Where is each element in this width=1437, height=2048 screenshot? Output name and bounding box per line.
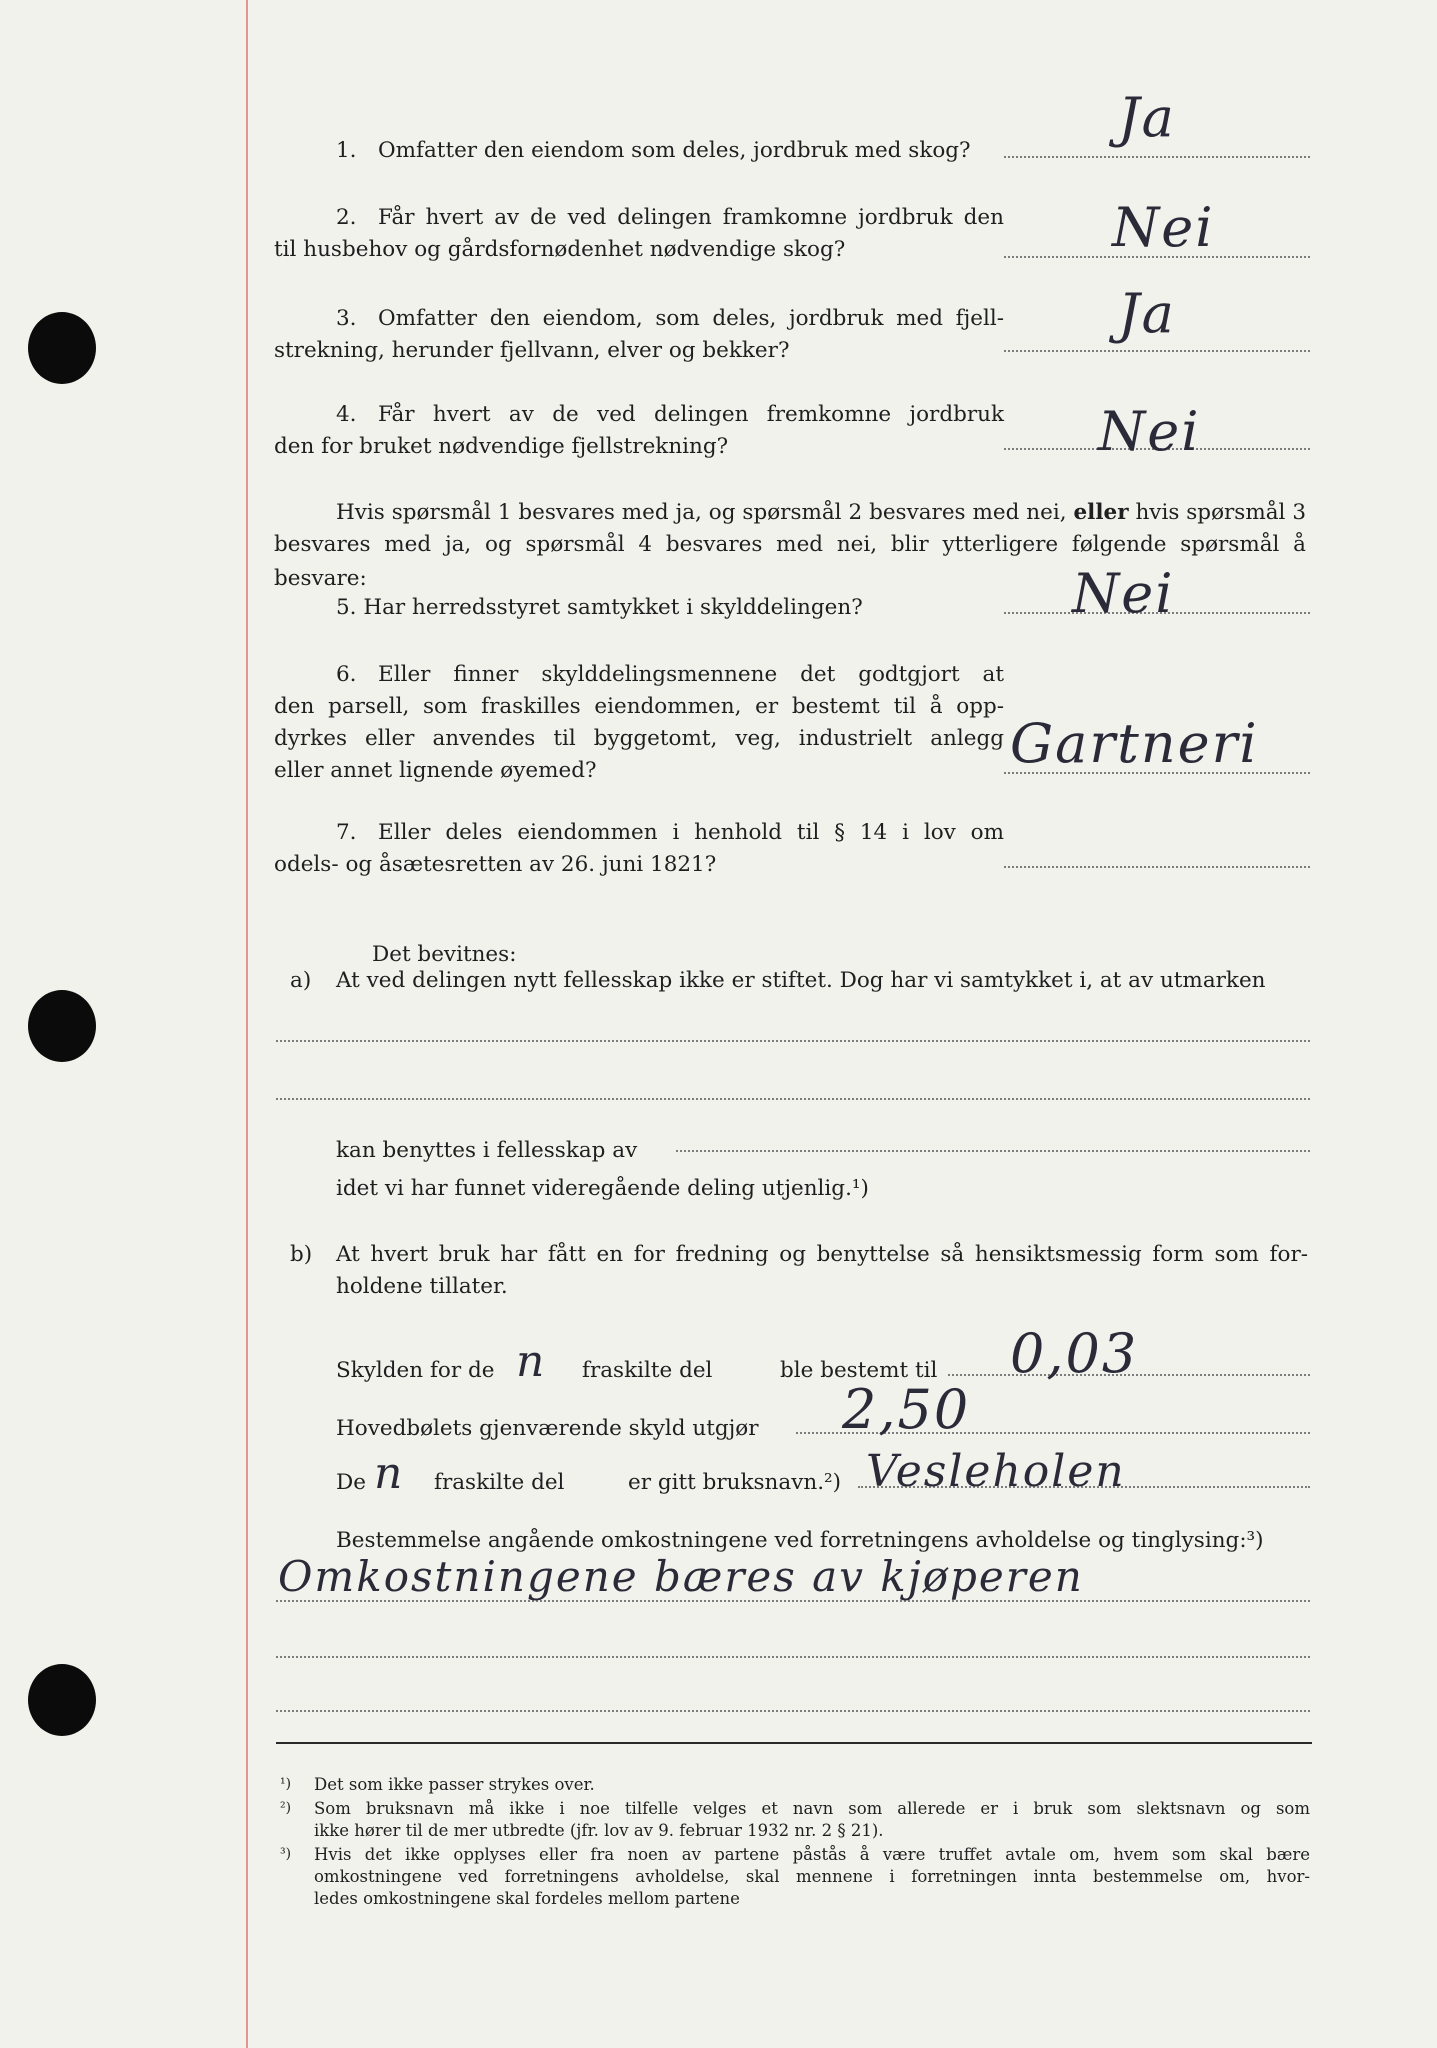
answer-5: Nei: [1072, 562, 1175, 625]
fill-line: [276, 1098, 1310, 1100]
answer-6: Gartneri: [1010, 712, 1259, 775]
attest-b-text: At hvert bruk har fått en for fredning og benyttelse så hensiktsmessig form som for-: [336, 1242, 1308, 1267]
answer-line-3: [1004, 350, 1310, 352]
footnote-text: ledes omkostningene skal fordeles mellom partene: [314, 1889, 740, 1908]
punch-hole: [28, 1664, 96, 1736]
question-3-line: strekning, herunder fjellvann, elver og bekker?: [274, 338, 790, 363]
question-5-line: 5. Har herredsstyret samtykket i skylddelingen?: [336, 595, 863, 620]
remaining-value: 2,50: [842, 1378, 971, 1441]
punch-hole: [28, 312, 96, 384]
question-6-line: dyrkes eller anvendes til byggetomt, veg, industrielt anlegg: [274, 726, 1004, 751]
fill-line: [276, 1710, 1310, 1712]
skyld-label-prefix: Skylden for de: [336, 1358, 495, 1383]
instruction-line: Hvis spørsmål 1 besvares med ja, og spørsmål 2 besvares med nei, eller hvis spørsmål 3: [336, 500, 1306, 525]
remaining-label: Hovedbølets gjenværende skyld utgjør: [336, 1416, 759, 1441]
footnote-text: Hvis det ikke opplyses eller fra noen av partene påstås å være truffet avtale om, hvem som skal bære: [314, 1845, 1310, 1864]
attest-a-marker: a): [290, 968, 312, 993]
fill-line: [676, 1150, 1310, 1152]
instruction-line: besvares med ja, og spørsmål 4 besvares med nei, blir ytterligere følgende spørsmål å besvare:: [274, 532, 1306, 591]
attest-b-text: holdene tillater.: [336, 1274, 508, 1299]
answer-line-1: [1004, 156, 1310, 158]
question-2-line: til husbehov og gårdsfornødenhet nødvendige skog?: [274, 237, 846, 262]
skyld-label-hand: n: [516, 1336, 547, 1387]
question-4-line: 4. Får hvert av de ved delingen fremkomne jordbruk: [336, 402, 1004, 427]
fill-line: [276, 1040, 1310, 1042]
shared-label: kan benyttes i fellesskap av: [336, 1138, 638, 1163]
footnote-text: ikke hører til de mer utbredte (jfr. lov av 9. februar 1932 nr. 2 § 21).: [314, 1821, 884, 1840]
footnote-mark: ³): [280, 1846, 292, 1862]
name-mid: fraskilte del: [434, 1470, 565, 1495]
footnote-mark: ¹): [280, 1776, 292, 1792]
question-3-line: 3. Omfatter den eiendom, som deles, jordbruk med fjell-: [336, 306, 1004, 331]
footnote-text: Som bruksnavn må ikke i noe tilfelle velges et navn som allerede er i bruk som slektsnavn og som: [314, 1799, 1310, 1818]
name-hand: n: [374, 1448, 405, 1499]
question-7-line: odels- og åsætesretten av 26. juni 1821?: [274, 852, 717, 877]
shared-tail: idet vi har funnet videregående deling utjenlig.¹): [336, 1176, 869, 1201]
name-prefix: De: [336, 1470, 366, 1495]
answer-3: Ja: [1118, 282, 1176, 345]
costs-value: Omkostningene bæres av kjøperen: [278, 1552, 1084, 1601]
answer-4: Nei: [1098, 400, 1201, 463]
footnote-mark: ²): [280, 1800, 292, 1816]
footnote-rule: [276, 1742, 1312, 1744]
skyld-label-mid: fraskilte del: [582, 1358, 713, 1383]
punch-hole: [28, 990, 96, 1062]
answer-1: Ja: [1118, 86, 1176, 149]
question-6-line: eller annet lignende øyemed?: [274, 758, 597, 783]
answer-2: Nei: [1112, 196, 1215, 259]
attest-b-marker: b): [290, 1242, 313, 1267]
question-2-line: 2. Får hvert av de ved delingen framkomne jordbruk den: [336, 205, 1004, 230]
costs-label: Bestemmelse angående omkostningene ved forretningens avholdelse og tinglysing:³): [336, 1528, 1264, 1553]
skyld-value: 0,03: [1010, 1322, 1139, 1385]
question-7-line: 7. Eller deles eiendommen i henhold til § 14 i lov om: [336, 820, 1004, 845]
margin-line: [246, 0, 248, 2048]
question-6-line: den parsell, som fraskilles eiendommen, er bestemt til å opp-: [274, 694, 1004, 719]
footnote-text: omkostningene ved forretningens avholdelse, skal mennene i forretningen innta bestemmelse om, hvor-: [314, 1867, 1310, 1886]
name-value: Vesleholen: [866, 1446, 1126, 1497]
fill-line: [276, 1656, 1310, 1658]
footnote-text: Det som ikke passer strykes over.: [314, 1775, 595, 1794]
attest-heading: Det bevitnes:: [372, 942, 517, 967]
question-6-line: 6. Eller finner skylddelingsmennene det godtgjort at: [336, 662, 1004, 687]
question-1-line: 1. Omfatter den eiendom som deles, jordbruk med skog?: [336, 138, 971, 163]
attest-a-text: At ved delingen nytt fellesskap ikke er stiftet. Dog har vi samtykket i, at av utmarken: [336, 968, 1266, 993]
question-4-line: den for bruket nødvendige fjellstrekning?: [274, 434, 729, 459]
name-suffix: er gitt bruksnavn.²): [628, 1470, 842, 1495]
answer-line-7: [1004, 866, 1310, 868]
skyld-label-suffix: ble bestemt til: [780, 1358, 938, 1383]
